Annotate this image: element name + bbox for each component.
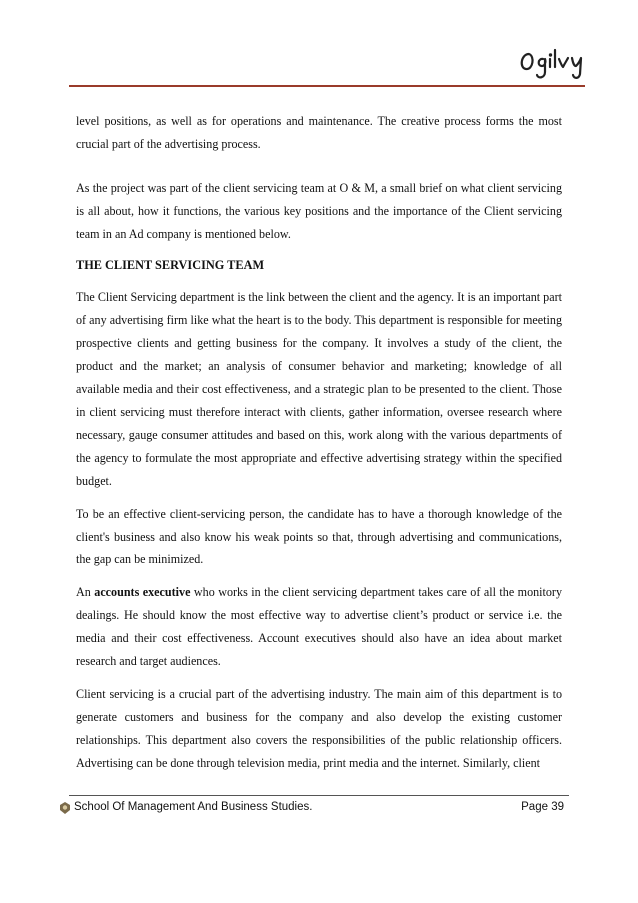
paragraph-crucial-part: Client servicing is a crucial part of the advertising industry. The main aim of this department is to generate customers and business for the company and also develop the existing customer relationships. This department also covers the responsibilities of the public relationship officers. Advertising can be done through television media, print media and the internet. Similarly, client [76, 686, 562, 770]
document-body [76, 110, 562, 785]
accounts-executive-text: who works in the client servicing department takes care of all the monitory dealings. He should know the most effective way to advertise client’s product or service i.e. the media and their cost effectiveness. Account executives should also have an idea about market research and target audiences. [76, 585, 562, 669]
paragraph-effective-person: To be an effective client-servicing person, the candidate has to have a thorough knowledge of the client's business and also know his weak points so that, through advertising and communications, the gap can be minimized. [76, 506, 562, 567]
school-emblem-icon [58, 801, 72, 815]
accounts-executive-prefix: An [76, 585, 95, 600]
page-footer [58, 798, 566, 820]
ogilvy-logo [517, 44, 587, 84]
paragraph-accounts-executive [76, 581, 562, 673]
page-number: Page 39 [521, 801, 564, 813]
accounts-executive-term: accounts executive [94, 585, 191, 600]
paragraph-client-servicing-department: The Client Servicing department is the link between the client and the agency. It is an important part of any advertising firm like what the heart is to the body. This department is responsible for meeting prospective clients and getting business for the company. It involves a study of the client, the product and the market; an analysis of consumer behavior and marketing; knowledge of all available media and their cost effectiveness, and a strategic plan to be presented to the client. Those in client servicing must therefore interact with clients, gather information, oversee research where necessary, gauge consumer attitudes and based on this, work along with the various departments of the agency to formulate the most appropriate and effective advertising strategy within the specified budget. [76, 290, 562, 488]
paragraph-project-brief: As the project was part of the client servicing team at O & M, a small brief on what client servicing is all about, how it functions, the various key positions and the importance of the Client servicing team in an Ad company is mentioned below. [76, 180, 562, 241]
footer-school-name: School Of Management And Business Studies. [74, 801, 313, 813]
paragraph-creative-process: level positions, as well as for operations and maintenance. The creative process forms the most crucial part of the advertising process. [76, 114, 562, 151]
header-rule [69, 85, 585, 87]
section-heading: THE CLIENT SERVICING TEAM [76, 257, 265, 272]
footer-rule [69, 795, 569, 796]
